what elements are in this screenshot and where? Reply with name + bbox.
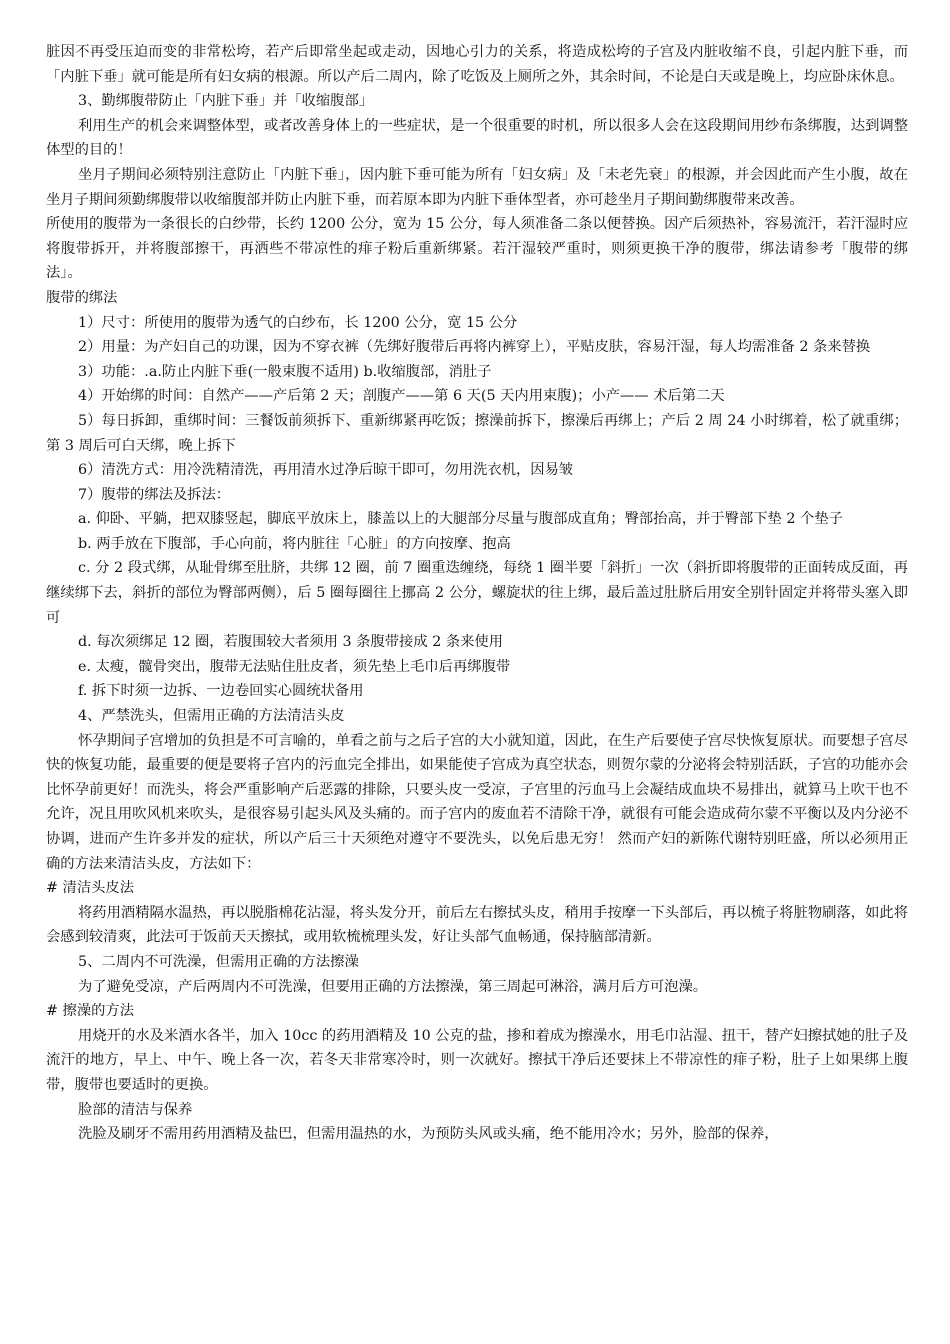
subheading-belly-band: 腹带的绑法 bbox=[46, 289, 118, 306]
list-item: 7）腹带的绑法及拆法： bbox=[78, 486, 231, 503]
list-item: 3）功能：.a.防止内脏下垂(一般束腹不适用) b.收缩腹部，消肚子 bbox=[78, 363, 492, 380]
list-item: e. 太瘦，髋骨突出，腹带无法贴住肚皮者，须先垫上毛巾后再绑腹带 bbox=[78, 658, 511, 675]
list-item: a. 仰卧、平躺，把双膝竖起，脚底平放床上，膝盖以上的大腿部分尽量与腹部成直角；臀部抬高，并于臀部下垫 2 个垫子 bbox=[78, 511, 843, 528]
paragraph-3: 坐月子期间必须特别注意防止「内脏下垂」，因内脏下垂可能为所有「妇女病」及「未老先衰」的根源，并会因此而产生小腹，故在坐月子期间须勤绑腹带以收缩腹部并防止内脏下垂，而若原本即为内脏下垂体型者，亦可趁坐月子期间勤绑腹带来改善。 bbox=[46, 166, 908, 208]
paragraph-8: 用烧开的水及米酒水各半，加入 10cc 的药用酒精及 10 公克的盐，掺和着成为擦澡水，用毛巾沾湿、扭干，替产妇擦拭她的肚子及流汗的地方，早上、中午、晚上各一次，若冬天非常寒冷时，则一次就好。擦拭干净后还要抹上不带凉性的痱子粉，肚子上如果绑上腹带，腹带也要适时的更换。 bbox=[46, 1027, 908, 1093]
document-page bbox=[46, 40, 908, 1147]
paragraph-1: 脏因不再受压迫而变的非常松垮，若产后即常坐起或走动，因地心引力的关系，将造成松垮的子宫及内脏收缩不良，引起内脏下垂，而「内脏下垂」就可能是所有妇女病的根源。所以产后二周内，除了吃饭及上厕所之外，其余时间，不论是白天或是晚上，均应卧床休息。 bbox=[46, 44, 908, 85]
list-item: 1）尺寸：所使用的腹带为透气的白纱布，长 1200 公分，宽 15 公分 bbox=[78, 314, 518, 331]
list-item: 2）用量：为产妇自己的功课，因为不穿衣裤（先绑好腹带后再将内裤穿上），平贴皮肤，容易汗湿，每人均需准备 2 条来替换 bbox=[78, 339, 871, 356]
paragraph-6: 将药用酒精隔水温热，再以脱脂棉花沾湿，将头发分开，前后左右擦拭头皮，稍用手按摩一下头部后，再以梳子将脏物刷落，如此将会感到较清爽，此法可于饭前天天擦拭，或用软梳梳理头发，好让头部气血畅通，保持脑部清新。 bbox=[46, 904, 908, 946]
paragraph-4: 所使用的腹带为一条很长的白纱带，长约 1200 公分，宽为 15 公分，每人须准备二条以便替换。因产后须热补，容易流汗，若汗湿时应将腹带拆开，并将腹部擦干，再洒些不带凉性的痱子粉后重新绑紧。若汗湿较严重时，则须更换干净的腹带，绑法请参考「腹带的绑法」。 bbox=[46, 216, 908, 282]
section-heading-4: 4、严禁洗头，但需用正确的方法清洁头皮 bbox=[78, 708, 345, 725]
list-item: b. 两手放在下腹部，手心向前，将内脏往「心脏」的方向按摩、抱高 bbox=[78, 535, 511, 552]
list-item: 5）每日拆卸，重绑时间：三餐饭前须拆下、重新绑紧再吃饭；擦澡前拆下，擦澡后再绑上；产后 2 周 24 小时绑着，松了就重绑；第 3 周后可白天绑，晚上拆下 bbox=[46, 412, 908, 454]
section-heading-5: 5、二周内不可洗澡，但需用正确的方法擦澡 bbox=[78, 953, 359, 970]
section-heading-3: 3、勤绑腹带防止「内脏下垂」并「收缩腹部」 bbox=[78, 93, 374, 110]
paragraph-2: 利用生产的机会来调整体型，或者改善身体上的一些症状，是一个很重要的时机，所以很多人会在这段期间用纱布条绑腹，达到调整体型的目的！ bbox=[46, 117, 908, 159]
list-item: f. 拆下时须一边拆、一边卷回实心圆统状备用 bbox=[78, 683, 364, 700]
paragraph-9: 洗脸及刷牙不需用药用酒精及盐巴，但需用温热的水，为预防头风或头痛，绝不能用冷水；另外，脸部的保养， bbox=[78, 1126, 779, 1143]
subheading-bath: # 擦澡的方法 bbox=[46, 1003, 135, 1020]
list-item: 4）开始绑的时间：自然产——产后第 2 天；剖腹产——第 6 天(5 天内用束腹)；小产—— 术后第二天 bbox=[78, 388, 725, 405]
list-item: d. 每次须绑足 12 圈，若腹围较大者须用 3 条腹带接成 2 条来使用 bbox=[78, 634, 504, 651]
list-item: c. 分 2 段式绑，从耻骨绑至肚脐，共绑 12 圈，前 7 圈重迭缠绕，每绕 1 圈半要「斜折」一次（斜折即将腹带的正面转成反面，再继续绑下去，斜折的部位为臀部两侧），后 5 圈每圈往上挪高 2 公分，螺旋状的往上绑，最后盖过肚脐后用安全别针固定并将带头塞入即可 bbox=[46, 560, 908, 626]
paragraph-5: 怀孕期间子宫增加的负担是不可言喻的，单看之前与之后子宫的大小就知道，因此，在生产后要使子宫尽快恢复原状。而要想子宫尽快的恢复功能，最重要的便是要将子宫内的污血完全排出，如果能使子宫成为真空状态，则贺尔蒙的分泌将会特别活跃，子宫的功能亦会比怀孕前更好！而洗头，将会严重影响产后恶露的排除，只要头皮一受凉，子宫里的污血马上会凝结成血块不易排出，就算马上吹干也不允许，况且用吹风机来吹头，是很容易引起头风及头痛的。而子宫内的废血若不清除干净，就很有可能会造成荷尔蒙不平衡以及内分泌不协调，进而产生许多并发的症状，所以产后三十天须绝对遵守不要洗头，以免后患无穷！ 然而产妇的新陈代谢特别旺盛，所以必须用正确的方法来清洁头皮，方法如下： bbox=[46, 732, 908, 872]
list-item: 6）清洗方式：用冷洗精清洗，再用清水过净后晾干即可，勿用洗衣机，因易皱 bbox=[78, 462, 574, 479]
subheading-scalp: # 清洁头皮法 bbox=[46, 880, 135, 897]
paragraph-7: 为了避免受凉，产后两周内不可洗澡，但要用正确的方法擦澡，第三周起可淋浴，满月后方可泡澡。 bbox=[78, 978, 708, 995]
subheading-face: 脸部的清洁与保养 bbox=[78, 1101, 193, 1118]
